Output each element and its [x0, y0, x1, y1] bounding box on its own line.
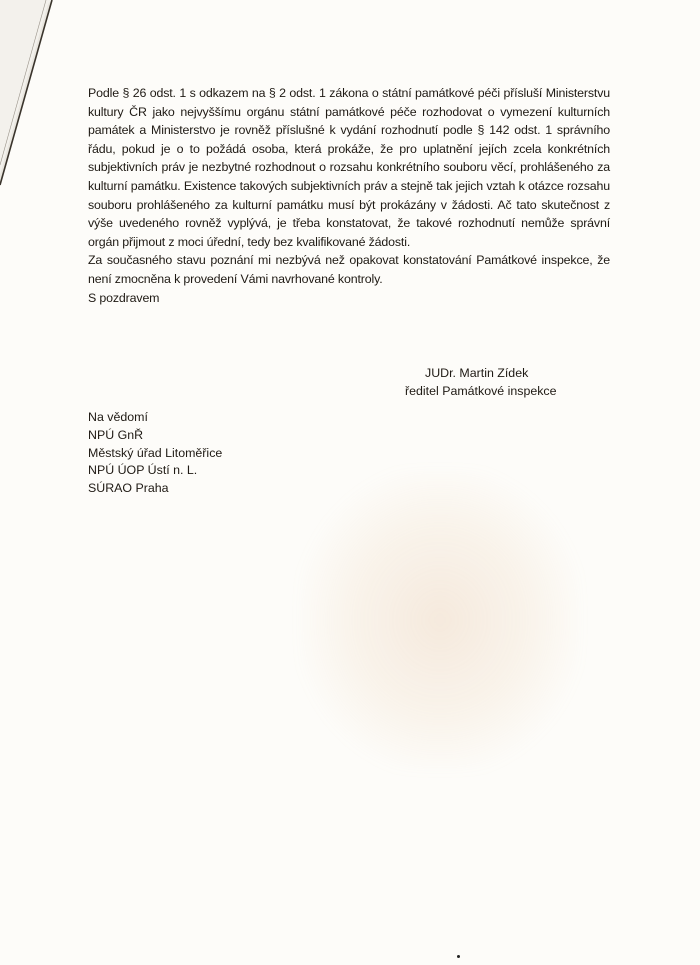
letter-body: [88, 84, 610, 307]
letter-closing: S pozdravem: [88, 290, 160, 305]
folded-corner: [0, 0, 60, 190]
letter-paragraph-2: Za současného stavu poznání mi nezbývá než opakovat konstatování Památkové inspekce, že není zmocněna k provedení Vámi navrhované kontroly.: [88, 253, 610, 286]
cc-recipient: Městský úřad Litoměřice: [88, 445, 223, 460]
signatory-title: ředitel Památkové inspekce: [405, 384, 557, 398]
signature-block: [405, 364, 557, 400]
cc-recipient: NPÚ GnŘ: [88, 427, 144, 442]
cc-list: [88, 409, 222, 498]
letter-paragraph-1: Podle § 26 odst. 1 s odkazem na § 2 odst. 1 zákona o státní památkové péči přísluší Ministerstvu kultury ČR jako nejvyššímu orgánu státní památkové péče rozhodovat o vymezení kulturních památek a Ministerstvo je rovněž příslušné k vydání rozhodnutí podle § 142 odst. 1 správního řádu, pokud je o to požádá osoba, která prokáže, že pro uplatnění jejích zcela konkrétních subjektivních práv je nezbytné rozhodnout o rozsahu konkrétního souboru věcí, prohlášeného za kulturní památku. Existence takových subjektivních práv a stejně tak jejich vztah k otázce rozsahu souboru prohlášeného za kulturní památku musí být prokázány v žádosti. Ač tato skutečnost z výše uvedeného rovněž vyplývá, je třeba konstatovat, že takové rozhodnutí nemůže správní orgán přijmout z moci úřední, tedy bez kvalifikované žádosti.: [88, 86, 610, 249]
reverse-side-bleed-through: [300, 470, 580, 770]
cc-heading: Na vědomí: [88, 410, 148, 424]
signatory-name: JUDr. Martin Zídek: [425, 366, 529, 380]
scan-speck: [457, 955, 460, 958]
cc-recipient: SÚRAO Praha: [88, 481, 169, 496]
cc-recipient: NPÚ ÚOP Ústí n. L.: [88, 463, 198, 478]
